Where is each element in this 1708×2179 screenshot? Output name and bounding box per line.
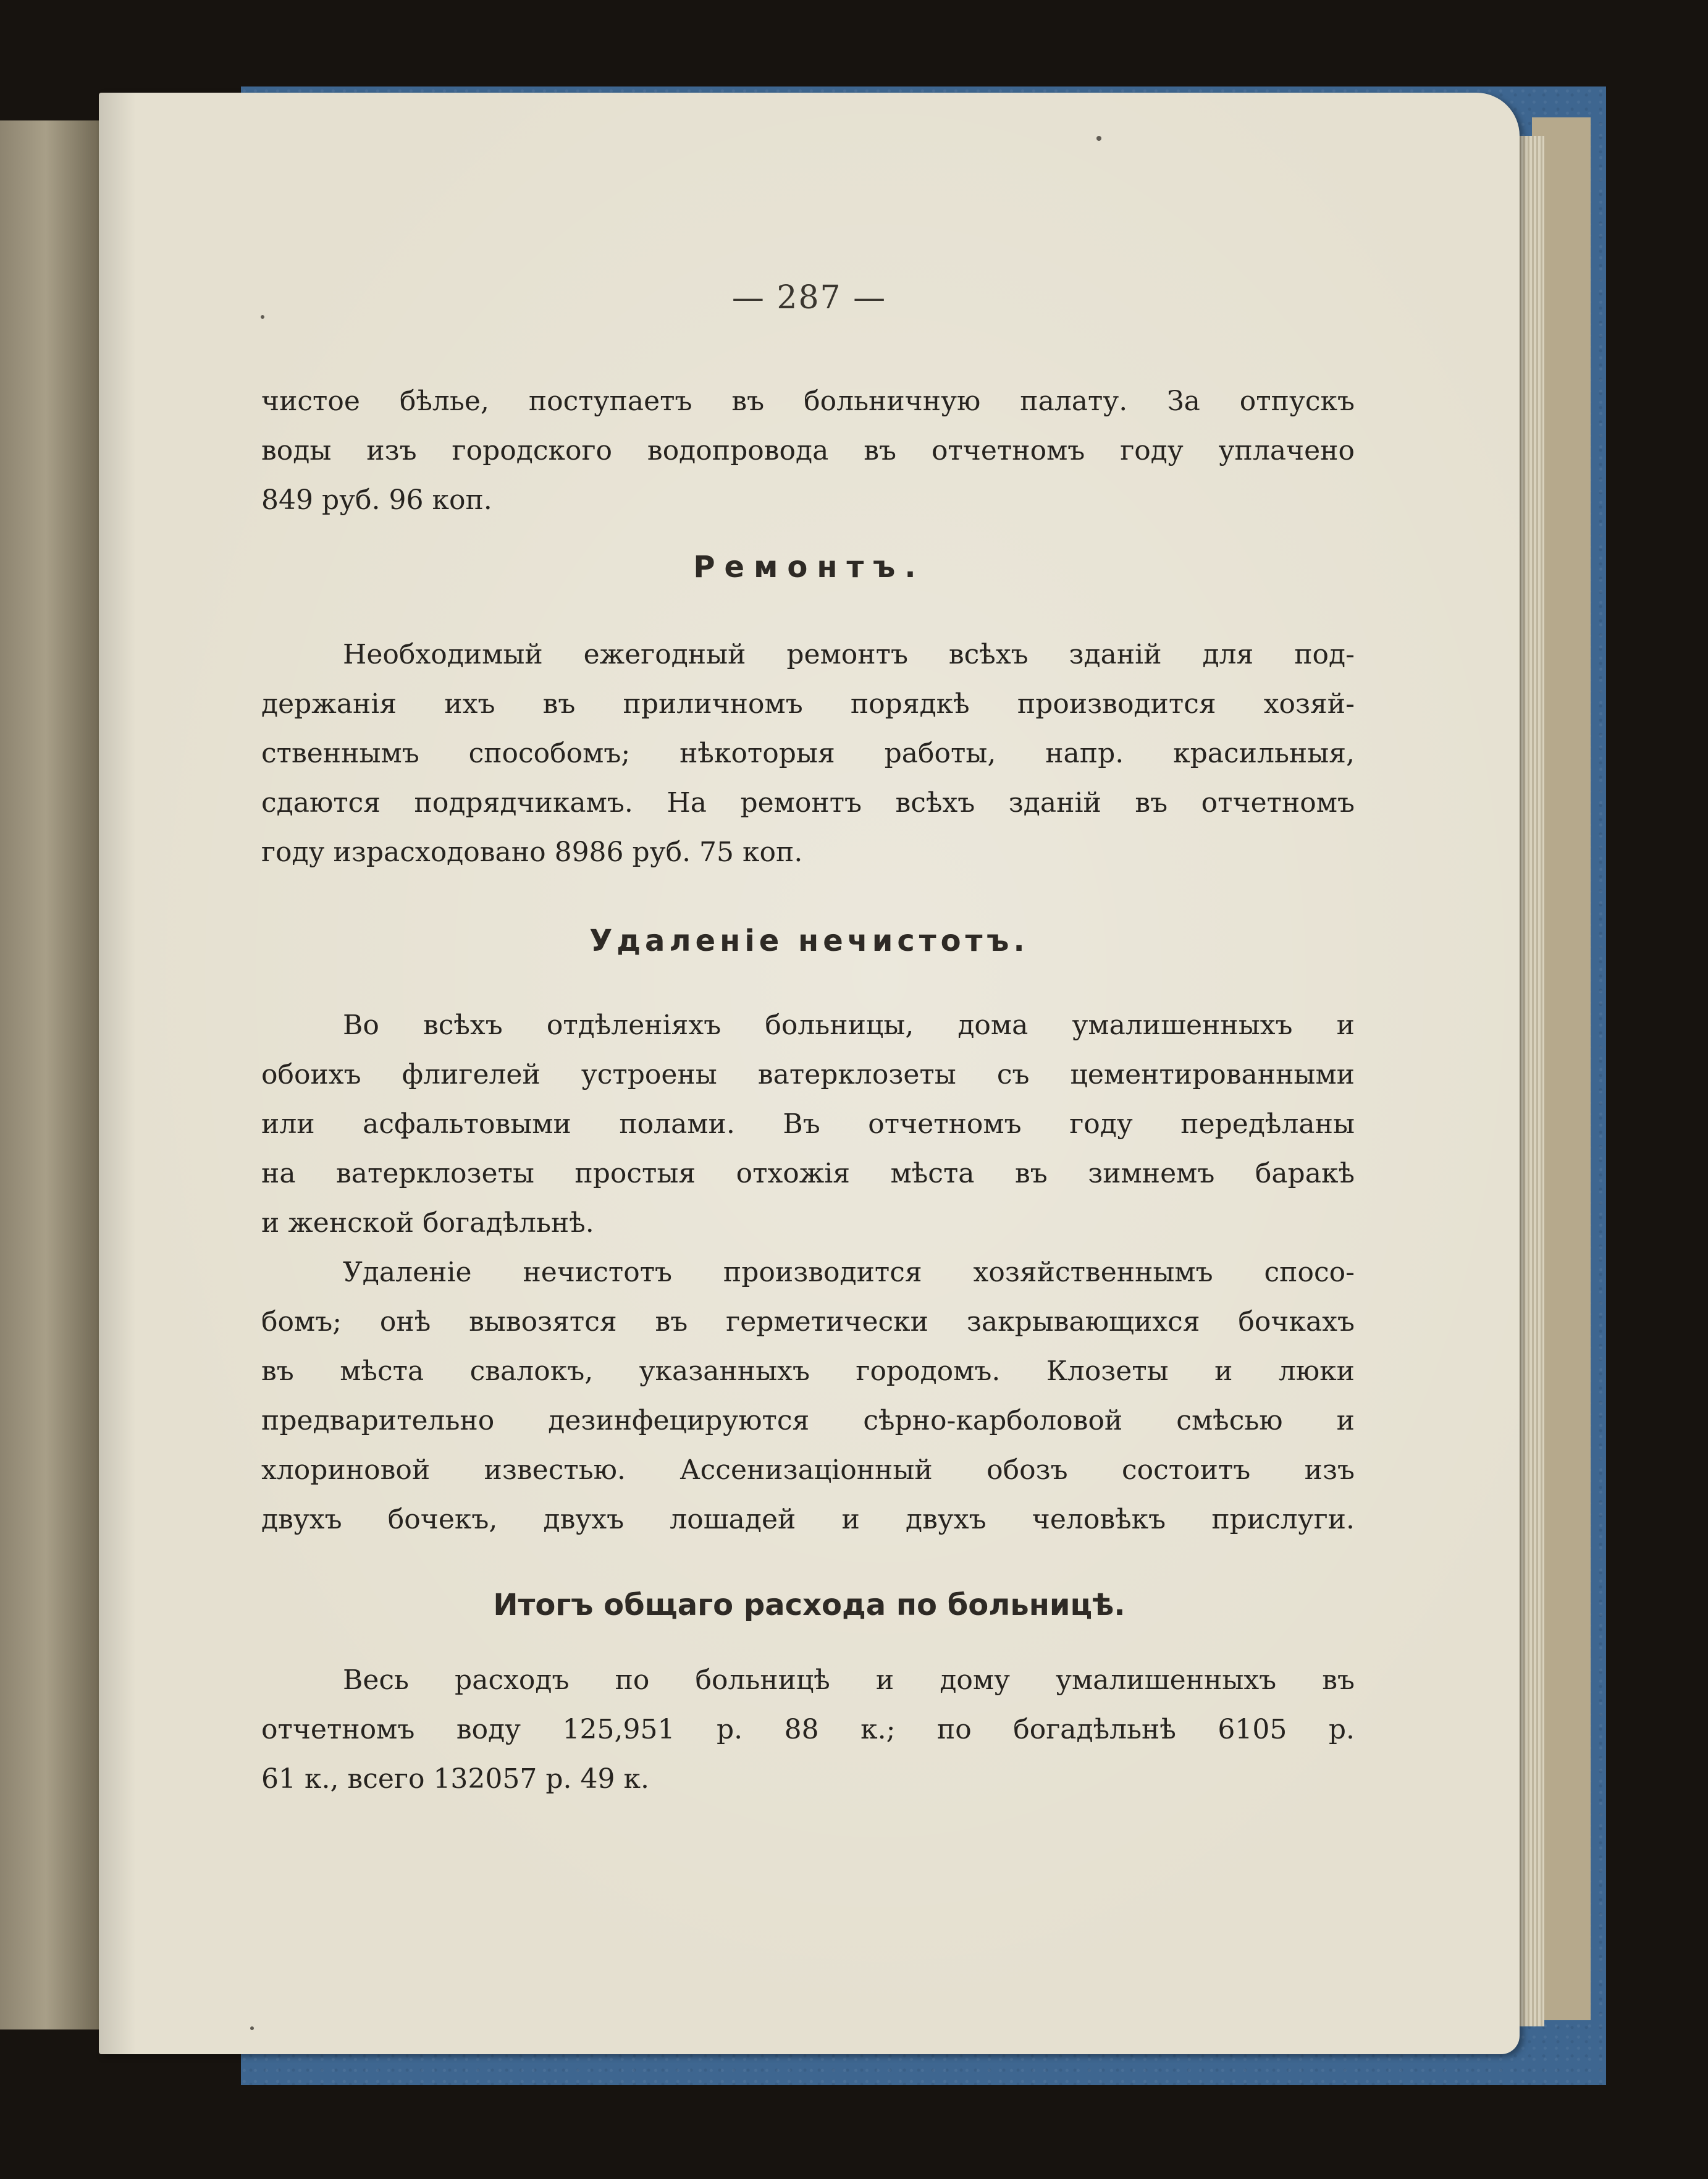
text-line: отчетномъ воду 125,951 р. 88 к.; по богадѣльнѣ 6105 р. <box>261 1714 1355 1745</box>
text-line: и женской богадѣльнѣ. <box>261 1207 594 1239</box>
book-page <box>99 93 1520 2054</box>
text-line: Во всѣхъ отдѣленіяхъ больницы, дома умалишенныхъ и <box>343 1009 1355 1041</box>
page-number: — 287 — <box>731 279 887 316</box>
text-line: Удаленіе нечистотъ производится хозяйственнымъ спосо- <box>343 1257 1355 1288</box>
paragraph-intro <box>261 377 1355 525</box>
text-line: держанія ихъ въ приличномъ порядкѣ производится хозяй- <box>261 688 1355 720</box>
text-line: обоихъ флигелей устроены ватерклозеты съ цементированными <box>261 1059 1355 1090</box>
text-line: двухъ бочекъ, двухъ лошадей и двухъ человѣкъ прислуги. <box>261 1504 1355 1535</box>
text-line: или асфальтовыми полами. Въ отчетномъ году передѣланы <box>261 1108 1355 1140</box>
paragraph-removal-1 <box>261 1001 1355 1248</box>
text-line: хлориновой известью. Ассенизаціонный обозъ состоитъ изъ <box>261 1454 1355 1486</box>
paragraph-total <box>261 1656 1355 1804</box>
heading-total: Итогъ общаго расхода по больницѣ. <box>493 1588 1125 1622</box>
speck <box>250 2026 254 2030</box>
paragraph-repair <box>261 630 1355 877</box>
previous-page-edge <box>0 120 102 2029</box>
text-line: чистое бѣлье, поступаетъ въ больничную палату. За отпускъ <box>261 386 1355 417</box>
text-line: ственнымъ способомъ; нѣкоторыя работы, напр. красильныя, <box>261 738 1355 769</box>
text-line: 61 к., всего 132057 р. 49 к. <box>261 1763 649 1795</box>
heading-removal: Удаленіе нечистотъ. <box>589 924 1029 958</box>
speck <box>1096 136 1101 141</box>
heading-repair: Ремонтъ. <box>693 550 925 584</box>
text-line: предварительно дезинфецируются сѣрно-карболовой смѣсью и <box>261 1405 1355 1436</box>
paragraph-removal-2 <box>261 1248 1355 1545</box>
text-line: году израсходовано 8986 руб. 75 коп. <box>261 837 803 868</box>
text-line: на ватерклозеты простыя отхожія мѣста въ зимнемъ баракѣ <box>261 1158 1355 1189</box>
text-line: сдаются подрядчикамъ. На ремонтъ всѣхъ зданій въ отчетномъ <box>261 787 1355 819</box>
text-line: бомъ; онѣ вывозятся въ герметически закрывающихся бочкахъ <box>261 1306 1355 1338</box>
text-line: 849 руб. 96 коп. <box>261 484 492 516</box>
text-line: воды изъ городского водопровода въ отчетномъ году уплачено <box>261 435 1355 466</box>
text-line: Необходимый ежегодный ремонтъ всѣхъ зданій для под- <box>343 639 1355 670</box>
text-line: Весь расходъ по больницѣ и дому умалишенныхъ въ <box>343 1664 1355 1696</box>
text-line: въ мѣста свалокъ, указанныхъ городомъ. Клозеты и люки <box>261 1355 1355 1387</box>
